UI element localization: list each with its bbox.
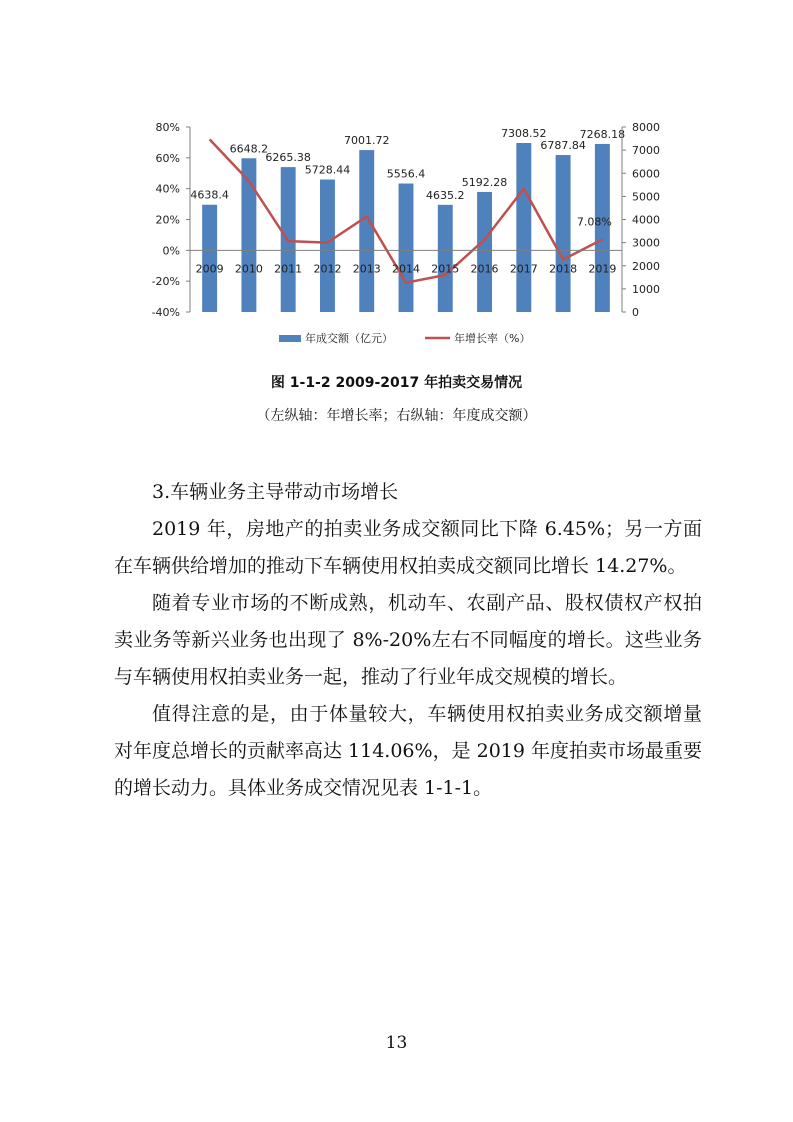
bar (320, 180, 335, 312)
bar (438, 205, 453, 312)
bar (556, 155, 571, 312)
paragraph: 值得注意的是，由于体量较大，车辆使用权拍卖业务成交额增量对年度总增长的贡献率高达 114.06%，是 2019 年度拍卖市场最重要的增长动力。具体业务成交情况见表 1-1-1。 (114, 703, 703, 799)
left-axis-tick-label: -40% (151, 306, 180, 319)
category-tick-label: 2011 (274, 262, 303, 276)
auction-chart (0, 0, 793, 360)
bar-data-label: 7308.52 (501, 126, 547, 140)
left-axis-tick-label: 80% (155, 121, 180, 134)
bar (477, 192, 492, 312)
right-axis-tick-label: 3000 (632, 236, 660, 250)
bar-data-label: 6648.2 (229, 142, 269, 156)
right-axis-tick-label: 2000 (632, 259, 660, 273)
section-heading: 3.车辆业务主导带动市场增长 (152, 481, 399, 503)
left-axis-tick-label: -20% (151, 275, 180, 289)
bar-data-label: 5556.4 (386, 167, 426, 181)
bar-data-label: 4638.4 (190, 188, 229, 202)
right-axis-tick-label: 6000 (632, 167, 660, 181)
category-tick-label: 2012 (313, 262, 342, 276)
legend-bar-swatch (279, 335, 301, 342)
left-axis-tick-label: 20% (155, 213, 180, 227)
legend-bar-label: 年成交额（亿元） (305, 332, 393, 345)
category-tick-label: 2014 (392, 262, 420, 276)
line-annotation: 7.08% (576, 215, 612, 229)
bar (399, 184, 414, 312)
right-axis-tick-label: 7000 (632, 144, 660, 158)
left-axis-tick-label: 40% (155, 182, 180, 196)
left-axis-tick-label: 0% (162, 244, 180, 258)
page-number: 13 (385, 1033, 408, 1053)
category-tick-label: 2010 (234, 262, 263, 276)
category-tick-label: 2016 (470, 262, 499, 276)
bar-data-label: 5192.28 (461, 175, 508, 189)
right-axis-tick-label: 0 (632, 306, 639, 319)
category-tick-label: 2018 (549, 262, 578, 276)
left-axis-tick-label: 60% (155, 151, 180, 165)
paragraph: 2019 年，房地产的拍卖业务成交额同比下降 6.45%；另一方面在车辆供给增加的推动下车辆使用权拍卖成交额同比增长 14.27%。 (114, 518, 702, 577)
category-tick-label: 2019 (588, 262, 617, 276)
paragraph: 随着专业市场的不断成熟，机动车、农副产品、股权债权产权拍卖业务等新兴业务也出现了 8%-20%左右不同幅度的增长。这些业务与车辆使用权拍卖业务一起，推动了行业年成交规模的增长。 (114, 592, 702, 688)
bar-data-label: 5728.44 (304, 163, 351, 177)
category-tick-label: 2013 (352, 262, 381, 276)
category-tick-label: 2009 (195, 262, 224, 276)
body-text (114, 474, 702, 807)
bar (359, 150, 374, 312)
legend-line-label: 年增长率（%） (454, 332, 531, 345)
bar-data-label: 7268.18 (579, 127, 626, 141)
bar-data-label: 4635.2 (426, 188, 465, 202)
bar (516, 143, 531, 312)
bar-data-label: 6265.38 (265, 151, 311, 165)
right-axis-tick-label: 1000 (632, 282, 660, 296)
figure-axis-note: （左纵轴：年增长率；右纵轴：年度成交额） (256, 408, 537, 424)
right-axis-tick-label: 4000 (632, 213, 660, 227)
bar-data-label: 6787.84 (540, 139, 586, 153)
bar (202, 205, 217, 312)
bar-data-label: 7001.72 (343, 134, 390, 148)
category-tick-label: 2017 (509, 262, 538, 276)
chart-legend (279, 331, 530, 345)
right-axis-tick-label: 5000 (632, 190, 660, 204)
category-tick-label: 2015 (431, 262, 460, 276)
right-axis-tick-label: 8000 (632, 121, 660, 134)
figure-caption: 图 1-1-2 2009-2017 年拍卖交易情况 (270, 375, 523, 391)
